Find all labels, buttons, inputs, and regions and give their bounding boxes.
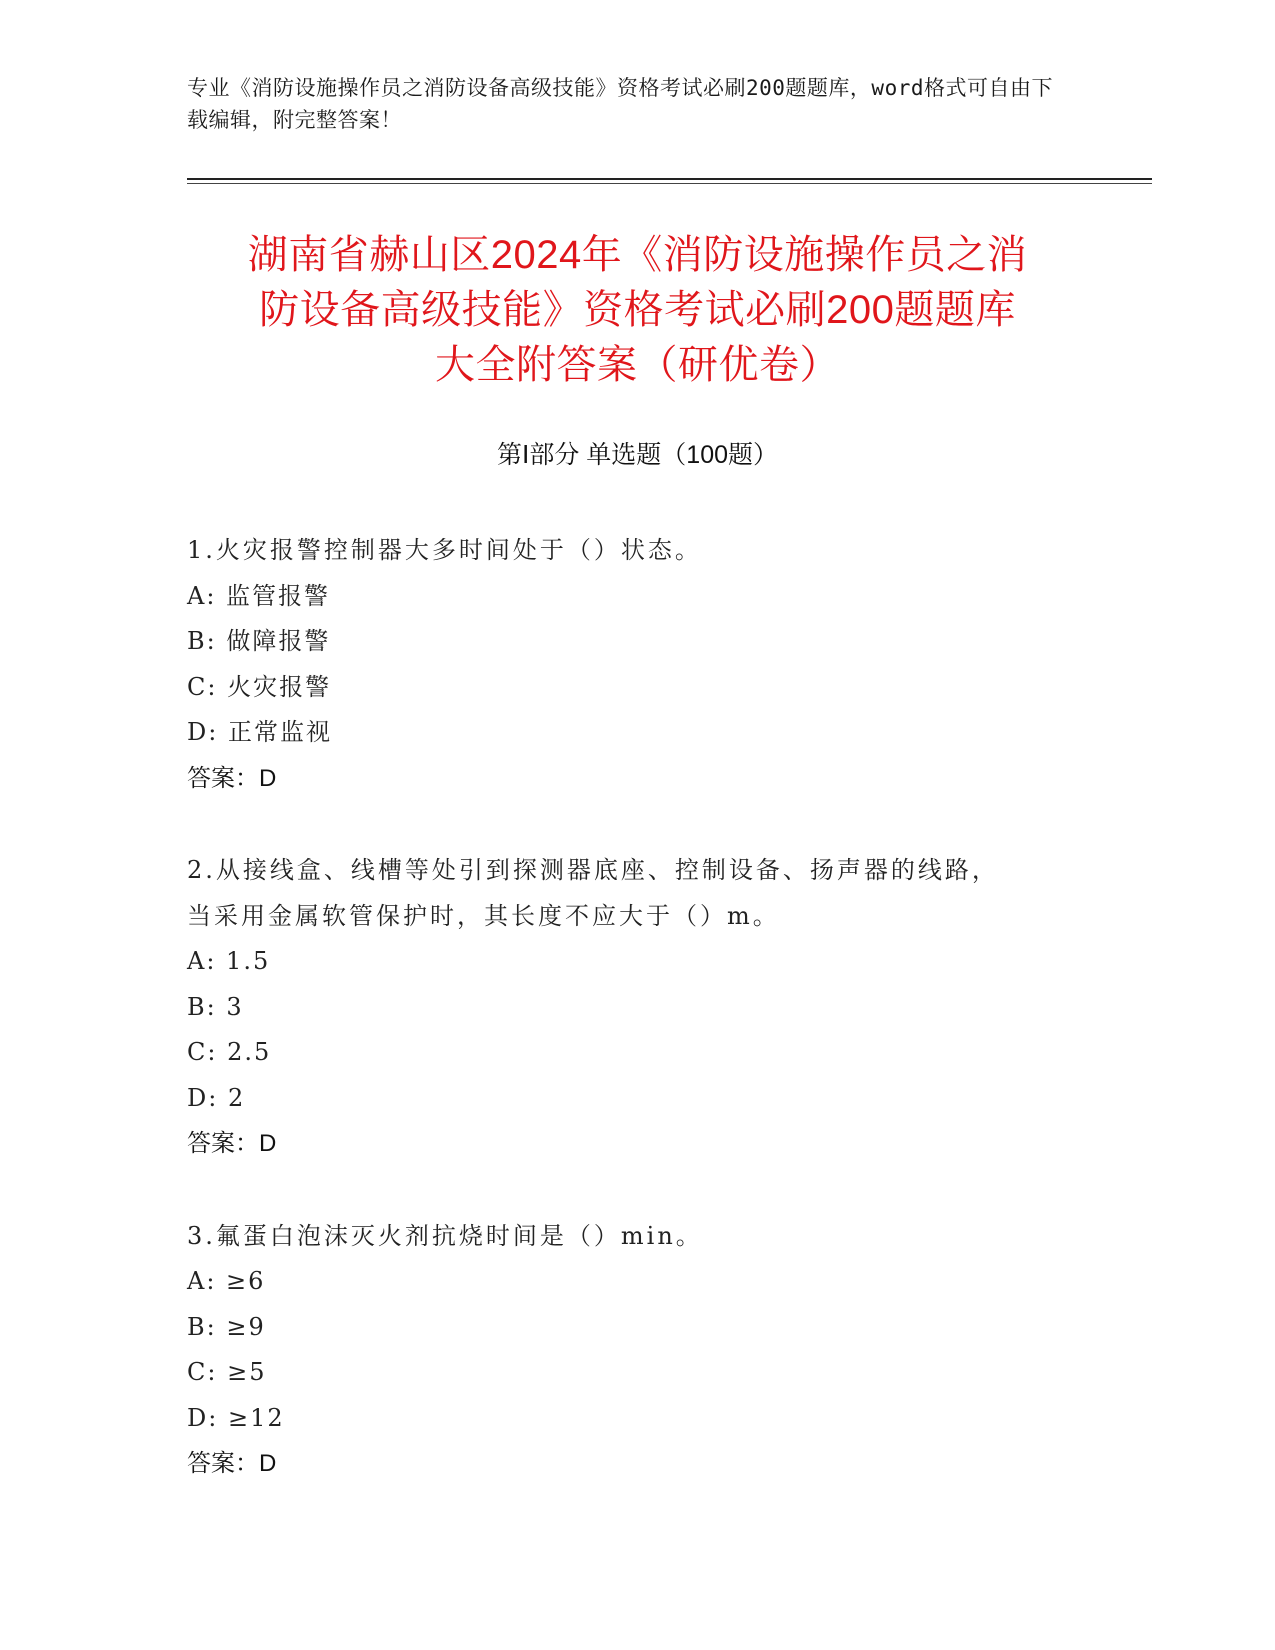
header-divider-thick [187, 178, 1152, 180]
option-d: D: ≥12 [187, 1403, 285, 1432]
question-stem: 2.从接线盒、线槽等处引到探测器底座、控制设备、扬声器的线路， [187, 856, 999, 884]
question-2 [187, 848, 1087, 1167]
title-line: 防设备高级技能》资格考试必刷200题题库 [259, 288, 1016, 332]
option-a: A: 监管报警 [187, 581, 331, 610]
question-3 [187, 1214, 1087, 1487]
question-stem: 3.氟蛋白泡沫灭火剂抗烧时间是（）min。 [187, 1221, 703, 1250]
title-line: 湖南省赫山区2024年《消防设施操作员之消 [247, 233, 1028, 277]
option-c: C: 2.5 [187, 1038, 272, 1066]
question-stem: 当采用金属软管保护时，其长度不应大于（）m。 [187, 901, 780, 930]
header-note: 专业《消防设施操作员之消防设备高级技能》资格考试必刷200题题库，word格式可自由下载编辑，附完整答案！ [187, 76, 1053, 132]
document-title [170, 228, 1105, 393]
option-a: A: 1.5 [187, 947, 271, 975]
question-stem: 1.火灾报警控制器大多时间处于（）状态。 [187, 536, 702, 564]
option-b: B: ≥9 [187, 1312, 266, 1341]
option-d: D: 2 [187, 1083, 246, 1112]
answer: 答案：D [187, 1450, 277, 1477]
question-list [187, 528, 1087, 1534]
option-b: B: 做障报警 [187, 627, 331, 655]
option-a: A: ≥6 [187, 1267, 266, 1295]
answer: 答案：D [187, 764, 277, 792]
option-b: B: 3 [187, 992, 244, 1021]
option-d: D: 正常监视 [187, 718, 332, 746]
section-heading: 第Ⅰ部分 单选题（100题） [496, 441, 779, 469]
question-1 [187, 528, 1087, 801]
title-line: 大全附答案（研优卷） [435, 343, 840, 387]
option-c: C: 火灾报警 [187, 672, 332, 701]
header-divider-thin [187, 183, 1152, 184]
answer: 答案：D [187, 1130, 277, 1157]
option-c: C: ≥5 [187, 1358, 267, 1386]
